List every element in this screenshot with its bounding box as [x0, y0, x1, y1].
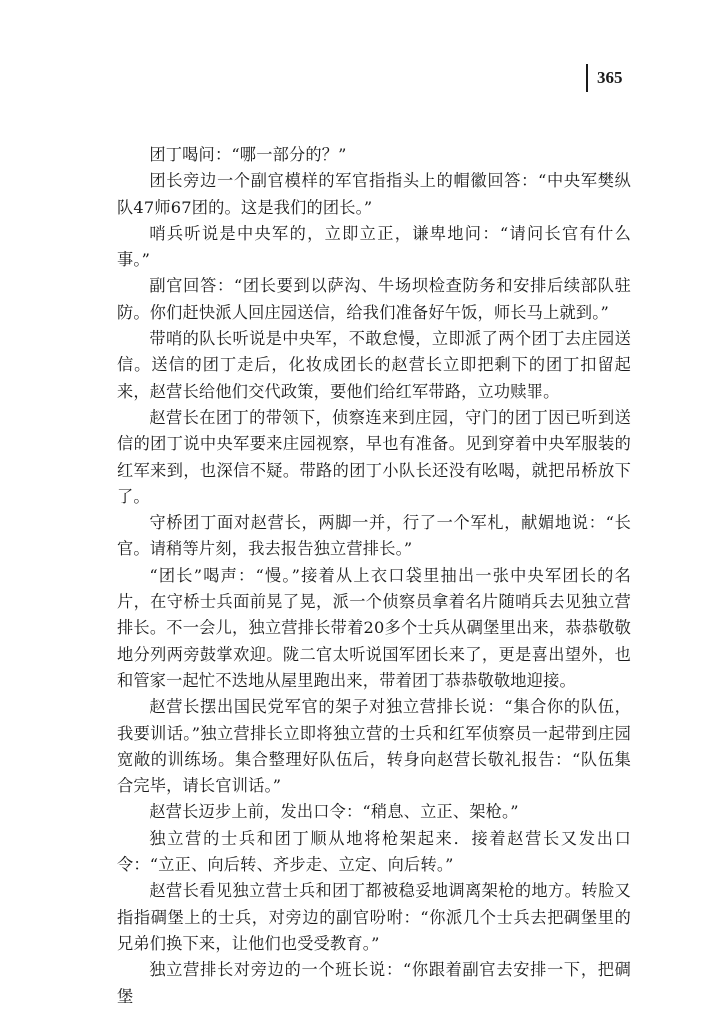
paragraph: 独立营的士兵和团丁顺从地将枪架起来．接着赵营长又发出口令：“立正、向后转、齐步走、立定、向后转。” — [117, 828, 631, 875]
paragraph: 团丁喝问：“哪一部分的？” — [149, 145, 347, 164]
paragraph: “团长”喝声：“慢。”接着从上衣口袋里抽出一张中央军团长的名片，在守桥士兵面前晃了晃，派一个侦察员拿着名片随哨兵去见独立营排长。不一会儿，独立营排长带着20多个士兵从碉堡里出来，恭恭敬敬地分列两旁鼓掌欢迎。陇二官太听说国军团长来了，更是喜出望外，也和管家一起忙不迭地从屋里跑出来，带着团丁恭恭敬敬地迎接。 — [117, 565, 631, 690]
body-text — [117, 142, 631, 1010]
paragraph: 哨兵听说是中央军的，立即立正，谦卑地问：“请问长官有什么事。” — [117, 223, 631, 270]
paragraph: 团长旁边一个副官模样的军官指指头上的帽徽回答：“中央军樊纵队47师67团的。这是我们的团长。” — [117, 171, 631, 217]
paragraph: 副官回答：“团长要到以萨沟、牛场坝检查防务和安排后续部队驻防。你们赶快派人回庄园送信，给我们准备好午饭，师长马上就到。” — [117, 276, 631, 322]
paragraph: 赵营长看见独立营士兵和团丁都被稳妥地调离架枪的地方。转脸又指指碉堡上的士兵，对旁边的副官吩咐：“你派几个士兵去把碉堡里的兄弟们换下来，让他们也受受教育。” — [117, 881, 631, 953]
paragraph: 带哨的队长听说是中央军，不敢怠慢，立即派了两个团丁去庄园送信。送信的团丁走后，化妆成团长的赵营长立即把剩下的团丁扣留起来，赵营长给他们交代政策，要他们给红军带路，立功赎罪。 — [117, 329, 631, 401]
paragraph: 独立营排长对旁边的一个班长说：“你跟着副官去安排一下，把碉堡 — [117, 960, 631, 1006]
paragraph: 赵营长在团丁的带领下，侦察连来到庄园，守门的团丁因已听到送信的团丁说中央军要来庄园视察，早也有准备。见到穿着中央军服装的红军来到，也深信不疑。带路的团丁小队长还没有吆喝，就把吊桥放下了。 — [117, 407, 631, 506]
paragraph: 守桥团丁面对赵营长，两脚一并，行了一个军札，献媚地说：“长官。请稍等片刻，我去报告独立营排长。” — [117, 513, 631, 559]
paragraph: 赵营长迈步上前，发出口令：“稍息、立正、架枪。” — [149, 802, 519, 822]
paragraph: 赵营长摆出国民党军官的架子对独立营排长说：“集合你的队伍，我要训话。”独立营排长立即将独立营的士兵和红军侦察员一起带到庄园宽敞的训练场。集合整理好队伍后，转身向赵营长敬礼报告：“队伍集合完毕，请长官训话。” — [117, 697, 631, 796]
page-number: 365 — [597, 68, 623, 87]
header-divider — [586, 64, 588, 92]
